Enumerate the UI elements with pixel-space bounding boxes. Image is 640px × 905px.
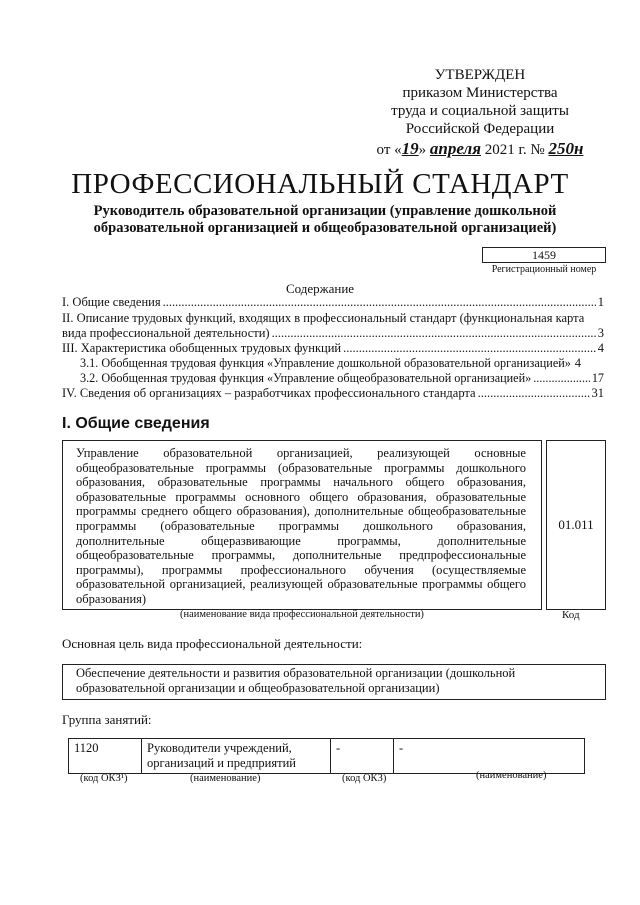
table-row (69, 739, 585, 774)
toc-item-text: 3.2. Обобщенная трудовая функция «Управление общеобразовательной организацией» (80, 371, 532, 385)
toc-item-text: 3.1. Обобщенная трудовая функция «Управление дошкольной образовательной организацией» (80, 356, 571, 370)
toc-item-text: IV. Сведения об организациях – разработчиках профессионального стандарта (62, 386, 476, 400)
date-mid2: 2021 г. № (484, 142, 545, 158)
toc-item[interactable] (80, 356, 604, 371)
order-number: 250н (548, 139, 584, 158)
activity-name: Управление образовательной организацией, реализующей основные общеобразовательные программы (образовательные программы дошкольного образования, образовательные программы начального общего образования, образовательные программы основного общего образования, образовательные программы среднего общего образования), дополнительные общеобразовательные программы (образовательные программы дошкольного образования, дополнительные общеразвивающие программы, дополнительные общеобразовательные программы, дополнительные предпрофессиональные программы), программы профессионального обучения (осуществляемые образовательной организацией, реализующей образовательные программы общего образования) (76, 446, 526, 606)
code-caption: Код (562, 609, 580, 621)
goal-text: Обеспечение деятельности и развития образовательной организации (дошкольной образовательной организации и общеобразовательной организации) (76, 666, 516, 695)
toc-item-page: 4 (597, 341, 604, 355)
date-day: 19 (401, 139, 419, 158)
toc-item-text: I. Общие сведения (62, 295, 161, 309)
caption-code-1: (код ОКЗ¹) (80, 773, 128, 784)
toc-item[interactable] (62, 386, 604, 401)
toc-item-page: 4 (574, 356, 581, 370)
approval-line-4: Российской Федерации (405, 121, 555, 137)
toc-item-page: 17 (591, 371, 604, 385)
toc-item[interactable] (80, 371, 604, 386)
goal-label: Основная цель вида профессиональной деятельности: (62, 636, 363, 651)
toc-item-text: вида профессиональной деятельности) (62, 326, 270, 340)
document-subtitle: Руководитель образовательной организации (управление дошкольной образовательной организацией и общеобразовательной организацией) (93, 203, 557, 236)
caption-name-2: (наименование) (476, 770, 547, 781)
toc-item[interactable] (62, 295, 604, 310)
registration-number: 1459 (482, 247, 606, 263)
group-code-1: 1120 (69, 739, 142, 774)
caption-code-2: (код ОКЗ) (342, 773, 387, 784)
approval-block (330, 66, 630, 159)
toc-item[interactable] (62, 326, 604, 341)
toc-item-page: 1 (597, 295, 604, 309)
toc-item-text: III. Характеристика обобщенных трудовых функций (62, 341, 342, 355)
registration-label: Регистрационный номер (491, 264, 597, 275)
toc-heading: Содержание (285, 281, 355, 296)
approval-line-1: УТВЕРЖДЕН (434, 67, 526, 83)
toc-item-page: 31 (591, 386, 604, 400)
date-prefix: от « (376, 142, 402, 158)
toc-item-text: II. Описание трудовых функций, входящих в профессиональный стандарт (функциональная карта (62, 311, 585, 325)
caption-name-1: (наименование) (190, 773, 261, 784)
group-label: Группа занятий: (62, 712, 152, 727)
occupation-group-table (68, 738, 585, 774)
document-title: ПРОФЕССИОНАЛЬНЫЙ СТАНДАРТ (71, 168, 569, 200)
approval-date-line (330, 140, 630, 159)
group-code-2: - (331, 739, 394, 774)
toc-item[interactable] (62, 311, 604, 326)
activity-code: 01.011 (558, 517, 594, 532)
toc-item[interactable] (62, 341, 604, 356)
activity-name-caption: (наименование вида профессиональной деятельности) (180, 609, 424, 620)
date-month: апреля (429, 139, 481, 158)
approval-line-3: труда и социальной защиты (391, 103, 569, 119)
group-name-1: Руководители учреждений, организаций и предприятий (142, 739, 331, 774)
approval-line-2: приказом Министерства (402, 85, 558, 101)
activity-code-box (546, 440, 606, 610)
section-heading: I. Общие сведения (62, 415, 210, 432)
group-name-2: - (394, 739, 585, 774)
toc-item-page: 3 (597, 326, 604, 340)
date-mid1: » (418, 142, 427, 158)
